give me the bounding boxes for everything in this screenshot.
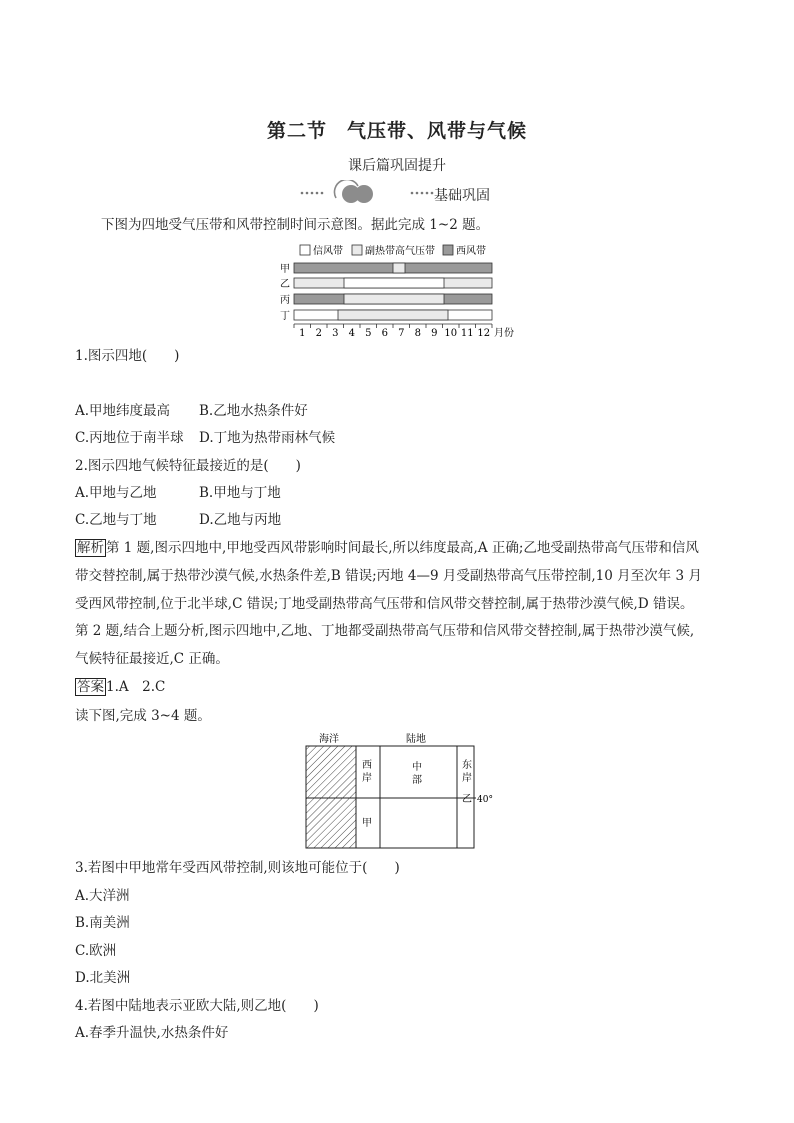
q1-option-b: B.乙地水热条件好 bbox=[199, 403, 308, 419]
land-label: 陆地 bbox=[406, 734, 426, 745]
intro-text-2: 读下图,完成 3~4 题。 bbox=[75, 708, 211, 724]
east-coast-label-2: 岸 bbox=[462, 773, 472, 784]
page-title: 第二节 气压带、风带与气候 bbox=[266, 120, 527, 142]
row-label-yi: 乙 bbox=[280, 279, 290, 290]
analysis-line-1 bbox=[75, 538, 699, 558]
legend-swatch-trade bbox=[300, 245, 310, 255]
control-time-chart bbox=[276, 240, 526, 342]
analysis-line-4: 第 2 题,结合上题分析,图示四地中,乙地、丁地都受副热带高气压带和信风带交替控制,属于热带沙漠气候, bbox=[75, 623, 695, 639]
q3-option-a: A.大洋洲 bbox=[75, 888, 130, 904]
middle-label-1: 中 bbox=[412, 762, 422, 773]
q2-stem: 2.图示四地气候特征最接近的是( ) bbox=[75, 458, 301, 474]
q3-option-c: C.欧洲 bbox=[75, 943, 117, 959]
land-sea-diagram bbox=[290, 730, 500, 852]
month-tick-label: 5 bbox=[365, 328, 372, 339]
month-tick-label: 10 bbox=[444, 328, 458, 339]
q1-option-d: D.丁地为热带雨林气候 bbox=[199, 430, 336, 446]
analysis-text-1: 第 1 题,图示四地中,甲地受西风带影响时间最长,所以纬度最高,A 正确;乙地受副热带高气压带和信风 bbox=[106, 540, 699, 556]
q4-option-a: A.春季升温快,水热条件好 bbox=[75, 1025, 229, 1041]
west-coast-label-1: 西 bbox=[362, 760, 372, 771]
row-label-ding: 丁 bbox=[280, 311, 290, 322]
answer-line bbox=[75, 677, 165, 697]
middle-label-2: 部 bbox=[412, 775, 422, 786]
analysis-line-3: 受西风带控制,位于北半球,C 错误;丁地受副热带高气压带和信风带交替控制,属于热带沙漠气候,D 错误。 bbox=[75, 596, 694, 612]
month-tick-label: 12 bbox=[477, 328, 491, 339]
month-tick-label: 9 bbox=[431, 328, 438, 339]
legend-label-trade: 信风带 bbox=[313, 246, 343, 257]
month-tick-label: 6 bbox=[381, 328, 388, 339]
section-label: 基础巩固 bbox=[434, 188, 490, 204]
q3-stem: 3.若图中甲地常年受西风带控制,则该地可能位于( ) bbox=[75, 860, 400, 876]
west-coast-label-2: 岸 bbox=[362, 773, 372, 784]
month-tick-label: 1 bbox=[299, 328, 306, 339]
ocean-area bbox=[306, 746, 356, 848]
q2-option-b: B.甲地与丁地 bbox=[199, 485, 281, 501]
legend-swatch-westerly bbox=[443, 245, 453, 255]
q4-stem: 4.若图中陆地表示亚欧大陆,则乙地( ) bbox=[75, 998, 319, 1014]
legend-label-subtropical-high: 副热带高气压带 bbox=[365, 246, 435, 257]
month-tick-label: 11 bbox=[460, 328, 474, 339]
q1-stem: 1.图示四地( ) bbox=[75, 348, 180, 364]
row-bar-ding-subtropical-high bbox=[338, 310, 448, 320]
analysis-line-2: 带交替控制,属于热带沙漠气候,水热条件差,B 错误;丙地 4—9 月受副热带高气压带控制,10 月至次年 3 月 bbox=[75, 568, 702, 584]
q3-option-d: D.北美洲 bbox=[75, 970, 131, 986]
point-jia-label: 甲 bbox=[362, 818, 372, 829]
section-banner bbox=[300, 180, 540, 206]
month-unit-label: 月份 bbox=[494, 328, 514, 339]
row-bar-yi-trade bbox=[344, 278, 444, 288]
page-subtitle: 课后篇巩固提升 bbox=[348, 158, 446, 174]
month-ticks bbox=[294, 324, 492, 339]
q3-option-b: B.南美洲 bbox=[75, 915, 130, 931]
q1-option-a: A.甲地纬度最高 bbox=[75, 403, 171, 419]
analysis-line-5: 气候特征最接近,C 正确。 bbox=[75, 651, 229, 667]
q2-option-d: D.乙地与丙地 bbox=[199, 512, 282, 528]
row-bar-bing-subtropical-high bbox=[344, 294, 444, 304]
point-yi-label: 乙 bbox=[462, 794, 472, 805]
latitude-label: 40° bbox=[477, 795, 493, 805]
row-bar-jia-subtropical-high bbox=[393, 263, 405, 273]
section-banner-ornament bbox=[300, 180, 540, 206]
east-coast-label-1: 东 bbox=[462, 760, 472, 771]
legend-swatch-subtropical-high bbox=[352, 245, 362, 255]
answer-tag: 答案 bbox=[77, 679, 104, 695]
legend-label-westerly: 西风带 bbox=[456, 246, 486, 257]
row-label-jia: 甲 bbox=[280, 264, 290, 275]
month-tick-label: 7 bbox=[398, 328, 405, 339]
intro-text-1: 下图为四地受气压带和风带控制时间示意图。据此完成 1~2 题。 bbox=[101, 217, 490, 233]
month-tick-label: 4 bbox=[348, 328, 355, 339]
answer-text: 1.A 2.C bbox=[106, 679, 166, 695]
month-tick-label: 8 bbox=[414, 328, 421, 339]
row-label-bing: 丙 bbox=[280, 295, 290, 306]
month-tick-label: 3 bbox=[332, 328, 339, 339]
q1-option-c: C.丙地位于南半球 bbox=[75, 430, 184, 446]
q2-option-a: A.甲地与乙地 bbox=[75, 485, 157, 501]
q2-option-c: C.乙地与丁地 bbox=[75, 512, 157, 528]
month-tick-label: 2 bbox=[315, 328, 322, 339]
analysis-tag: 解析 bbox=[77, 540, 104, 556]
ocean-label: 海洋 bbox=[319, 734, 339, 745]
